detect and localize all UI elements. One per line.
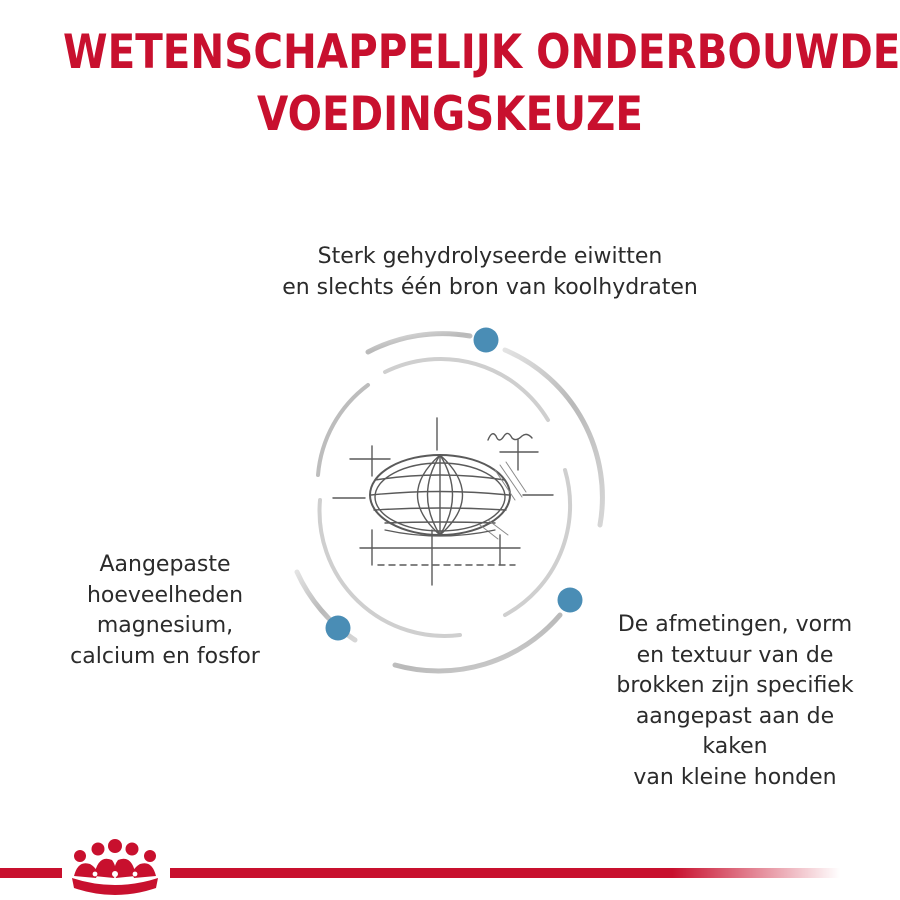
outer-ring-arc-bottom xyxy=(395,615,560,671)
benefit-left-line-3: magnesium, xyxy=(96,613,234,638)
benefit-left-line-4: calcium en fosfor xyxy=(70,643,260,669)
dot-right xyxy=(558,588,583,613)
benefit-right-line-4: aangepast aan de xyxy=(635,703,835,729)
benefit-right-line-3: brokken zijn specifiek xyxy=(616,673,854,698)
benefit-right-line-5: kaken xyxy=(702,734,768,759)
benefit-left-line-2: hoeveelheden xyxy=(86,582,244,608)
benefit-top-line-1: Sterk gehydrolyseerde eiwitten xyxy=(317,244,663,269)
benefit-top-line-2: en slechts één bron van koolhydraten xyxy=(282,274,698,300)
headline-line-1: WETENSCHAPPELIJK ONDERBOUWDE xyxy=(63,25,900,80)
benefit-right-caption xyxy=(580,610,890,793)
headline-line-2: VOEDINGSKEUZE xyxy=(257,87,643,142)
benefit-left-caption xyxy=(40,550,290,672)
benefit-right-line-2: en textuur van de xyxy=(636,642,834,668)
benefit-right-line-1: De afmetingen, vorm xyxy=(617,612,853,637)
dot-top xyxy=(474,328,499,353)
benefit-right-line-6: van kleine honden xyxy=(633,764,837,790)
outer-ring-arc-top-left xyxy=(368,334,470,352)
benefit-left-line-1: Aangepaste xyxy=(99,552,231,577)
dot-left xyxy=(326,616,351,641)
kibble-sketch-icon xyxy=(333,418,553,585)
benefit-top-caption xyxy=(200,242,780,303)
footer-band-right xyxy=(170,868,840,878)
footer-band xyxy=(0,830,900,900)
footer-band-left xyxy=(0,868,62,878)
royal-canin-crown-logo xyxy=(72,839,158,895)
